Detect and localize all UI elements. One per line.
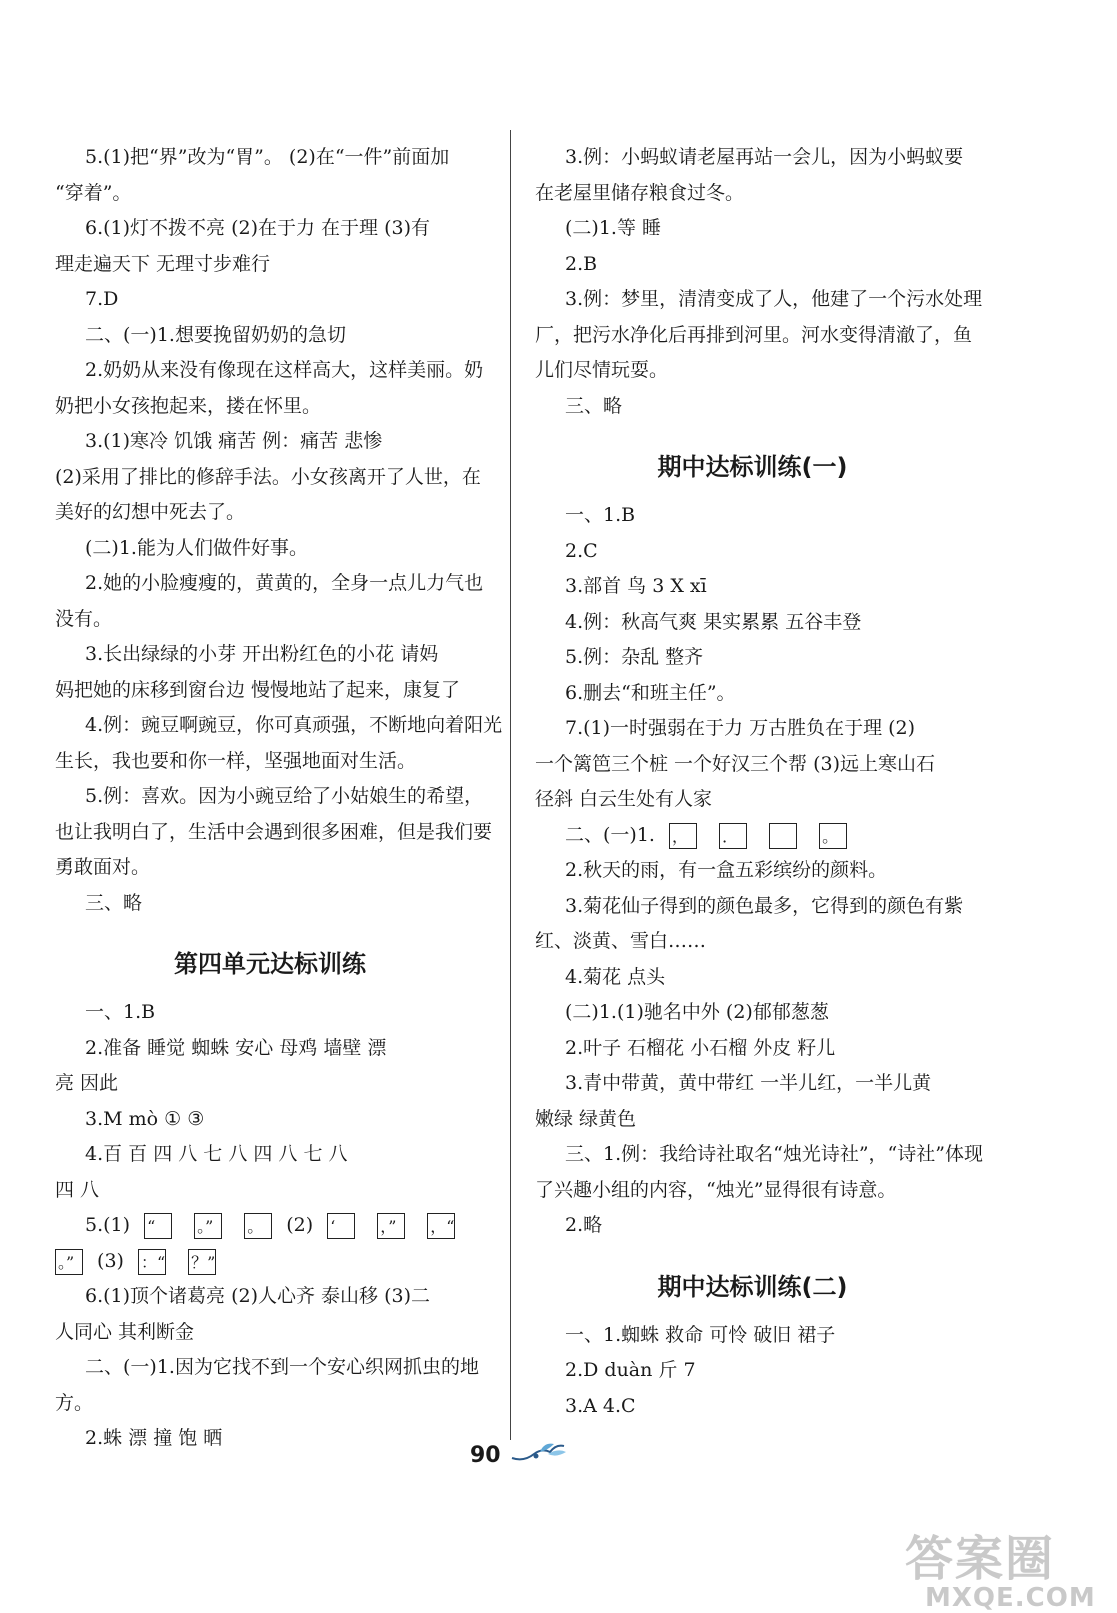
answer-box [769,823,797,849]
text-line: 3.青中带黄，黄中带红 一半儿红，一半儿黄 [565,1072,932,1094]
text-line: 2.C [565,539,598,562]
text-line: 2.奶奶从来没有像现在这样高大，这样美丽。奶 [85,359,484,381]
question-label: (3) [97,1249,124,1272]
question-label: (2) [286,1214,314,1236]
text-line: 2.准备 睡觉 蜘蛛 安心 母鸡 墙壁 漂 [85,1036,387,1059]
text-line: 2.秋天的雨，有一盒五彩缤纷的颜料。 [565,859,888,881]
text-line: 6.(1)灯不拨不亮 (2)在于力 在于理 (3)有 [85,217,430,239]
answer-box: “ [144,1213,172,1239]
text-line: 一、1.B [85,1001,156,1023]
text-line: 二、(一)1.因为它找不到一个安心织网抓虫的地 [85,1356,479,1378]
text-line: 4.百 百 四 八 七 八 四 八 七 八 [85,1143,348,1165]
answer-box: 。” [55,1249,83,1275]
text-line: “穿着”。 [55,181,132,204]
text-line: 3.长出绿绿的小芽 开出粉红色的小花 请妈 [85,643,439,665]
text-line: 亮 因此 [55,1072,119,1094]
text-line: 三、1.例：我给诗社取名“烛光诗社”，“诗社”体现 [565,1143,983,1165]
text-line: 3.例：梦里，清清变成了人，他建了一个污水处理 [565,288,983,310]
text-line: 4.例：豌豆啊豌豆，你可真顽强，不断地向着阳光 [85,714,503,736]
text-line: 2.叶子 石榴花 小石榴 外皮 籽儿 [565,1036,836,1059]
text-line: 4.菊花 点头 [565,965,666,988]
text-line: 勇敢面对。 [55,856,151,878]
text-line: 3.菊花仙子得到的颜色最多，它得到的颜色有紫 [565,894,964,917]
text-line: 2.她的小脸瘦瘦的，黄黄的，全身一点儿力气也 [85,572,484,594]
punctuation-question-line [55,1208,485,1244]
text-line: 生长，我也要和你一样，坚强地面对生活。 [55,749,417,772]
text-line: 5.例：喜欢。因为小豌豆给了小姑娘生的希望， [85,785,484,807]
text-line: 2.B [565,252,598,275]
text-line: (二)1.(1)驰名中外 (2)郁郁葱葱 [565,1001,829,1023]
text-line: 一个篱笆三个桩 一个好汉三个帮 (3)远上寒山石 [535,752,935,775]
text-line: 3.例：小蚂蚁请老屋再站一会儿，因为小蚂蚁要 [565,146,964,168]
right-column [535,140,983,1424]
text-line: 2.D duàn 斤 7 [565,1359,696,1381]
text-line: 方。 [55,1391,94,1414]
text-line: 7.(1)一时强弱在于力 万古胜负在于理 (2) [565,717,916,739]
column-divider [510,130,511,1440]
answer-box: ？” [188,1249,216,1275]
text-line: 妈把她的床移到窗台边 慢慢地站了起来，康复了 [55,678,461,701]
text-line: 径斜 白云生处有人家 [535,788,713,810]
question-label: 5.(1) [85,1214,131,1236]
text-line: 美好的幻想中死去了。 [55,501,246,523]
text-line: 3.部首 鸟 3 X xī [565,575,707,597]
answer-box: 。” [194,1213,222,1239]
text-line: 5.例：杂乱 整齐 [565,646,704,668]
answer-box: ． [719,823,747,849]
text-line: 3.(1)寒冷 饥饿 痛苦 例：痛苦 悲惨 [85,430,383,452]
text-line: 理走遍天下 无理寸步难行 [55,252,271,275]
text-line: 在老屋里储存粮食过冬。 [535,181,745,204]
page-number: 90 [470,1443,501,1468]
answer-box: ‘ [327,1213,355,1239]
text-line: 四 八 [55,1178,100,1201]
section-title-midterm1: 期中达标训练(一) [657,453,848,481]
text-line: 5.(1)把“界”改为“胃”。 (2)在“一件”前面加 [85,146,450,168]
watermark [905,1520,1096,1613]
punctuation-question-line [55,1244,485,1280]
question-label: 二、(一)1. [565,823,655,846]
text-line: 奶把小女孩抱起来，搂在怀里。 [55,394,322,417]
text-line: 二、(一)1.想要挽留奶奶的急切 [85,323,346,346]
answer-box: 。 [819,823,847,849]
text-line: 儿们尽情玩耍。 [535,359,669,381]
text-line: 红、淡黄、雪白…… [535,930,707,952]
text-line: 一、1.B [565,504,636,526]
section-title-unit4: 第四单元达标训练 [174,950,366,978]
text-line: 7.D [85,288,119,310]
punctuation-question-line [535,818,970,854]
text-line: 3.A 4.C [565,1394,636,1417]
answer-box: ，” [377,1213,405,1239]
text-line: 4.例：秋高气爽 果实累累 五谷丰登 [565,610,862,633]
text-line: 一、1.蜘蛛 救命 可怜 破旧 裙子 [565,1323,836,1346]
answer-box: ， [669,823,697,849]
text-line: (2)采用了排比的修辞手法。小女孩离开了人世，在 [55,465,481,488]
text-line: 三、略 [85,891,143,914]
flourish-icon [510,1440,570,1470]
watermark-main: 答案圈 [905,1531,1056,1587]
text-line: 了兴趣小组的内容，“烛光”显得很有诗意。 [535,1178,897,1201]
answer-box: 。 [244,1213,272,1239]
text-line: 人同心 其利断金 [55,1320,195,1343]
text-line: 3.M mò ① ③ [85,1107,205,1130]
text-line: 2.略 [565,1214,603,1236]
text-line: 厂，把污水净化后再排到河里。河水变得清澈了，鱼 [535,323,973,346]
watermark-sub: MXQE.COM [925,1583,1096,1613]
text-line: 嫩绿 绿黄色 [535,1107,637,1130]
text-line: 6.(1)顶个诸葛亮 (2)人心齐 泰山移 (3)二 [85,1285,430,1307]
text-line: 三、略 [565,394,623,417]
text-line: 也让我明白了，生活中会遇到很多困难，但是我们要 [55,820,493,843]
answer-box: ，“ [427,1213,455,1239]
text-line: 6.删去“和班主任”。 [565,681,736,704]
section-title-midterm2: 期中达标训练(二) [657,1272,848,1301]
text-line: (二)1.能为人们做件好事。 [85,536,308,559]
text-line: 2.蛛 漂 撞 饱 晒 [85,1427,223,1449]
answer-box: ：“ [138,1249,166,1275]
text-line: 没有。 [55,607,113,630]
text-line: (二)1.等 睡 [565,217,661,239]
